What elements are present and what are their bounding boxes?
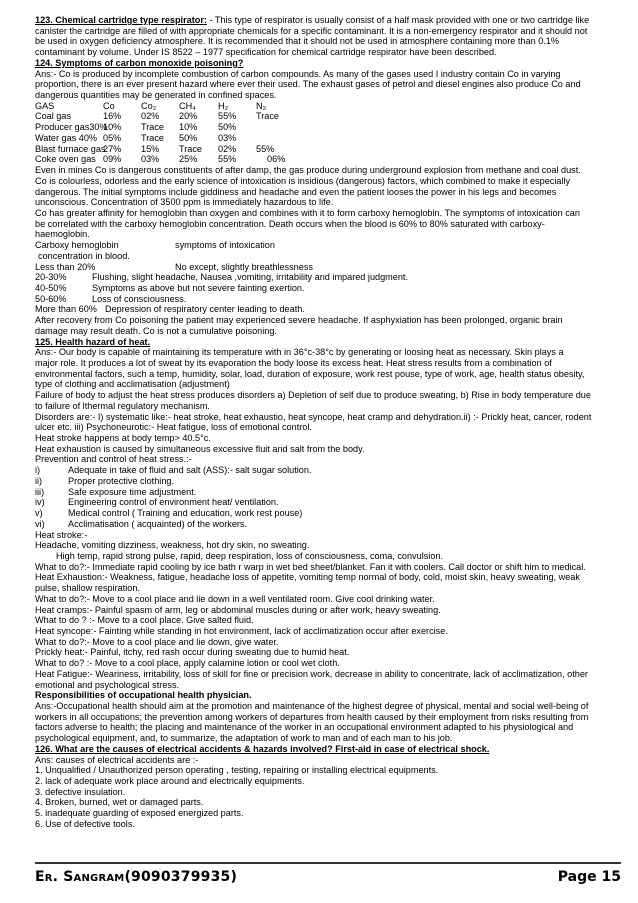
table-row: Producer gas30% 10% Trace 10% 50% <box>35 122 237 133</box>
symptom-row: More than 60% Depression of respiratory center leading to death. <box>35 304 305 315</box>
paragraph-line: factors adverse to health; the placing and maintenance of the worker in an occupational environment adapted to his physiological and <box>35 722 574 733</box>
paragraph-line: workers in all occupations; the prevention among workers of departures from health caused by their employment from risks resulting from <box>35 711 589 722</box>
paragraph-line: Ans:-Occupational health should aim at the promotion and maintenance of the highest degree of physical, mental and social well-being of <box>35 701 589 711</box>
paragraph-line: Prickly heat:- Painful, itchy, red rash occur during sweating due to humid heat. <box>35 647 350 658</box>
author-credit: Er. Sangram(9090379935) <box>35 869 238 885</box>
paragraph-line: dangerous. The initial symptoms include giddiness and headache and even the patient looses the power in his legs and becomes <box>35 186 557 197</box>
table-row: Coke oven gas 09% 03% 25% 55% 06% <box>35 154 286 165</box>
section-123-line: 123. Chemical cartridge type respirator: - This type of respirator is usually consist of a half mask provided with one or two cartridge like <box>35 15 590 25</box>
list-item: 4. Broken, burned, wet or damaged parts. <box>35 797 204 808</box>
table-row: Water gas 40% 05% Trace 50% 03% <box>35 132 237 143</box>
paragraph-line: Heat syncope:- Fainting while standing in hot environment, lack of acclimatization occur after exercise. <box>35 625 448 636</box>
symptom-row: 50-60% Loss of consciousness. <box>35 293 187 304</box>
paragraph-line: After recovery from Co poisoning the patient may experienced severe headache. If asphyxiation has been prolonged, organic brain <box>35 315 563 326</box>
symptom-row: Less than 20% No except, slightly breathlessness <box>35 261 313 272</box>
list-item: 1. Unqualified / Unauthorized person operating , testing, repairing or installing electrical equipments. <box>35 765 439 776</box>
symptom-row: 20-30% Flushing, slight headache, Nausea ,vomiting, irritability and impared judgment. <box>35 272 408 283</box>
paragraph-line: Heat cramps:- Painful spasm of arm, leg or abdominal muscles during or after work, heavy sweating. <box>35 604 441 615</box>
paragraph-line: Co has greater affinity for hemoglobin than oxygen and combines with it to form carboxy hemoglobin. The symptoms of intoxication can <box>35 207 580 218</box>
paragraph-line: Heat stroke happens at body temp> 40.5°c. <box>35 433 211 444</box>
paragraph-line: Heat stroke:- <box>35 529 88 540</box>
paragraph-line: What to do?:- Move to a cool place and lie down in a well ventilated room. Give cool drinking water. <box>35 593 435 604</box>
list-item: 3. defective insulation. <box>35 786 126 797</box>
paragraph-line: Ans:- Our body is capable of maintaining its temperature with in 36°c-38°c by generating or loosing heat as necessary. Skin plays a <box>35 347 564 358</box>
paragraph-line: type of clothing and acclimatisation (adjustment) <box>35 379 230 390</box>
page-number: Page 15 <box>557 869 621 885</box>
paragraph-line: Heat Exhaustion:- Weakness, fatigue, headache loss of appetite, vomiting temp normal of body, cold, moist skin, heavy sweating, weak <box>35 572 580 583</box>
paragraph-line: What to do?:- Move to a cool place and lie down, give water. <box>35 636 279 647</box>
paragraph-line: damage may result death. Co is not a cumulative poisoning. <box>35 325 277 336</box>
list-item: iii) Safe exposure time adjustment. <box>35 486 197 497</box>
page-body <box>35 15 621 830</box>
paragraph-line: environmental factors, such a temp, humidity, solar, load, duration of exposure, work rest pouse, type of work, age, health status obesity, <box>35 368 585 379</box>
gas-composition-table <box>35 101 621 165</box>
paragraph-line: Even in mines Co is dangerous constituents of after damp, the gas produce during underground explosion from methane and coal dust. <box>35 165 581 176</box>
list-item: 6. Use of defective tools. <box>35 818 135 829</box>
paragraph-line: Failure of body to adjust the heat stress produces disorders a) Depletion of self due to produce sweating, b) Rise in body temperature due <box>35 390 591 401</box>
paragraph-line: What to do? :- Move to a cool place, apply calamine lotion or cool wet cloth. <box>35 658 340 669</box>
list-item: v) Medical control ( Training and education, work rest pouse) <box>35 508 303 519</box>
list-item: ii) Proper protective clothing. <box>35 475 175 486</box>
paragraph-line: What to do?:- Immediate rapid cooling by ice bath r warp in wet bed sheet/blanket. Fan it with coolers. Call doctor or shift him to medical. <box>35 561 586 572</box>
heading-126: 126. What are the causes of electrical accidents & hazards involved? First-aid in case of electrical shock. <box>35 743 490 754</box>
paragraph-line: canister the cartridge are filled of with appropriate chemicals for a specific contaminant. It is a non-emergency respirator and it should not <box>35 25 588 36</box>
paragraph-line: be correlated with the carboxy hemoglobin concentration. Death occurs when the blood is 60% to 80% saturated with carboxy- <box>35 218 545 229</box>
table-row: GAS Co Co₂ CH₄ H₂ N₂ <box>35 100 267 111</box>
paragraph-line: What to do ? :- Move to a cool place. Give salted fluid. <box>35 615 254 626</box>
symptom-header: Carboxy hemoglobin symptoms of intoxication <box>35 240 275 251</box>
table-row: Coal gas 16% 02% 20% 55% Trace <box>35 111 279 122</box>
paragraph-line: Ans:- Co is produced by incomplete combustion of carbon compounds. As many of the gases used I industry contain Co in varying <box>35 68 561 79</box>
page-footer <box>35 862 621 895</box>
paragraph-line: proportion, there is an ever present hazard where ever their used. The exhaust gases of petrol and diesel engines also produce Co and <box>35 79 581 90</box>
prevention-list <box>35 465 621 529</box>
paragraph-line: unconscious. Concentration of 3500 ppm is immediately hazardous to life. <box>35 197 334 208</box>
paragraph-line: ulcer etc. iii) Psychoneurotic:- Heat fatigue, loss of emotional control. <box>35 422 312 433</box>
heading-123: 123. Chemical cartridge type respirator: <box>35 15 207 25</box>
paragraph-line: contaminant by volume. Under IS 8522 – 1977 specification for chemical cartridge respirator have been described. <box>35 47 497 58</box>
list-item: vi) Acclimatisation ( acquainted) of the workers. <box>35 518 248 529</box>
paragraph-line: major role. It produces a lot of sweat by its evaporation the body loose its excess heat. Heat stress results from a combination of <box>35 358 552 368</box>
paragraph-line: Heat exhaustion is caused by simultaneous excessive fluit and salt from the body. <box>35 443 365 454</box>
table-row: Blast furnace gas 27% 15% Trace 02% 55% <box>35 143 275 154</box>
paragraph-line: haemoglobin. <box>35 229 90 240</box>
symptom-subheader: concentration in blood. <box>38 250 130 261</box>
paragraph-line: Headache, vomiting dizziness, weakness, hot dry skin, no sweating. <box>35 540 310 551</box>
paragraph-line: pulse, shallow respiration. <box>35 583 140 594</box>
paragraph-line: High temp, rapid strong pulse, rapid, deep respiration, loss of consciousness, coma, convulsion. <box>56 550 444 561</box>
paragraph-line: to failure of lthermal regulatory mechanism. <box>35 400 210 411</box>
paragraph-line: Disorders are:- I) systematic like:- heat stroke, heat exhaustio, heat syncope, heat cramp and dehydration.ii) :- Prickly heat, cancer, rodent <box>35 411 592 422</box>
paragraph-line: be used in oxygen deficiency atmosphere. It is recommended that it should not be used in atmosphere containing more than 0.1% <box>35 36 559 47</box>
paragraph-line: dangerous quantities may be generated in confined spaces. <box>35 90 277 101</box>
symptom-row: 40-50% Symptoms as above but not severe fainting exertion. <box>35 282 305 293</box>
paragraph-line: Heat Fatigue:- Weariness, irritability, loss of skill for fine or precision work, decrease in ability to concentrate, lack of acclimatization, other <box>35 668 588 679</box>
paragraph-line: Prevention and control of heat stress.:- <box>35 454 192 465</box>
responsibilities-heading: Responsibilities of occupational health physician. <box>35 690 252 701</box>
list-item: 2. lack of adequate work place around and electrically equipments. <box>35 776 305 787</box>
list-item: i) Adequate in take of fluid and salt (ASS):- salt sugar solution. <box>35 465 312 476</box>
list-item: iv) Engineering control of environment heat/ ventilation. <box>35 497 279 508</box>
paragraph-line: Co is colourless, odorless and the early science of intoxication is insidious (dangerous) factors, which combined to make it especially <box>35 175 571 186</box>
heading-125: 125. Health hazard of heat. <box>35 336 151 347</box>
heading-124: 124. Symptoms of carbon monoxide poisoning? <box>35 57 244 68</box>
paragraph-line: psychological equipment, and, to summarize, the adaptation of work to man and of each man to his job. <box>35 733 453 744</box>
list-item: 5. inadequate guarding of exposed energized parts. <box>35 808 244 819</box>
paragraph-line: Ans: causes of electrical accidents are :- <box>35 754 199 765</box>
paragraph-line: emotional and psychological stress. <box>35 679 180 690</box>
